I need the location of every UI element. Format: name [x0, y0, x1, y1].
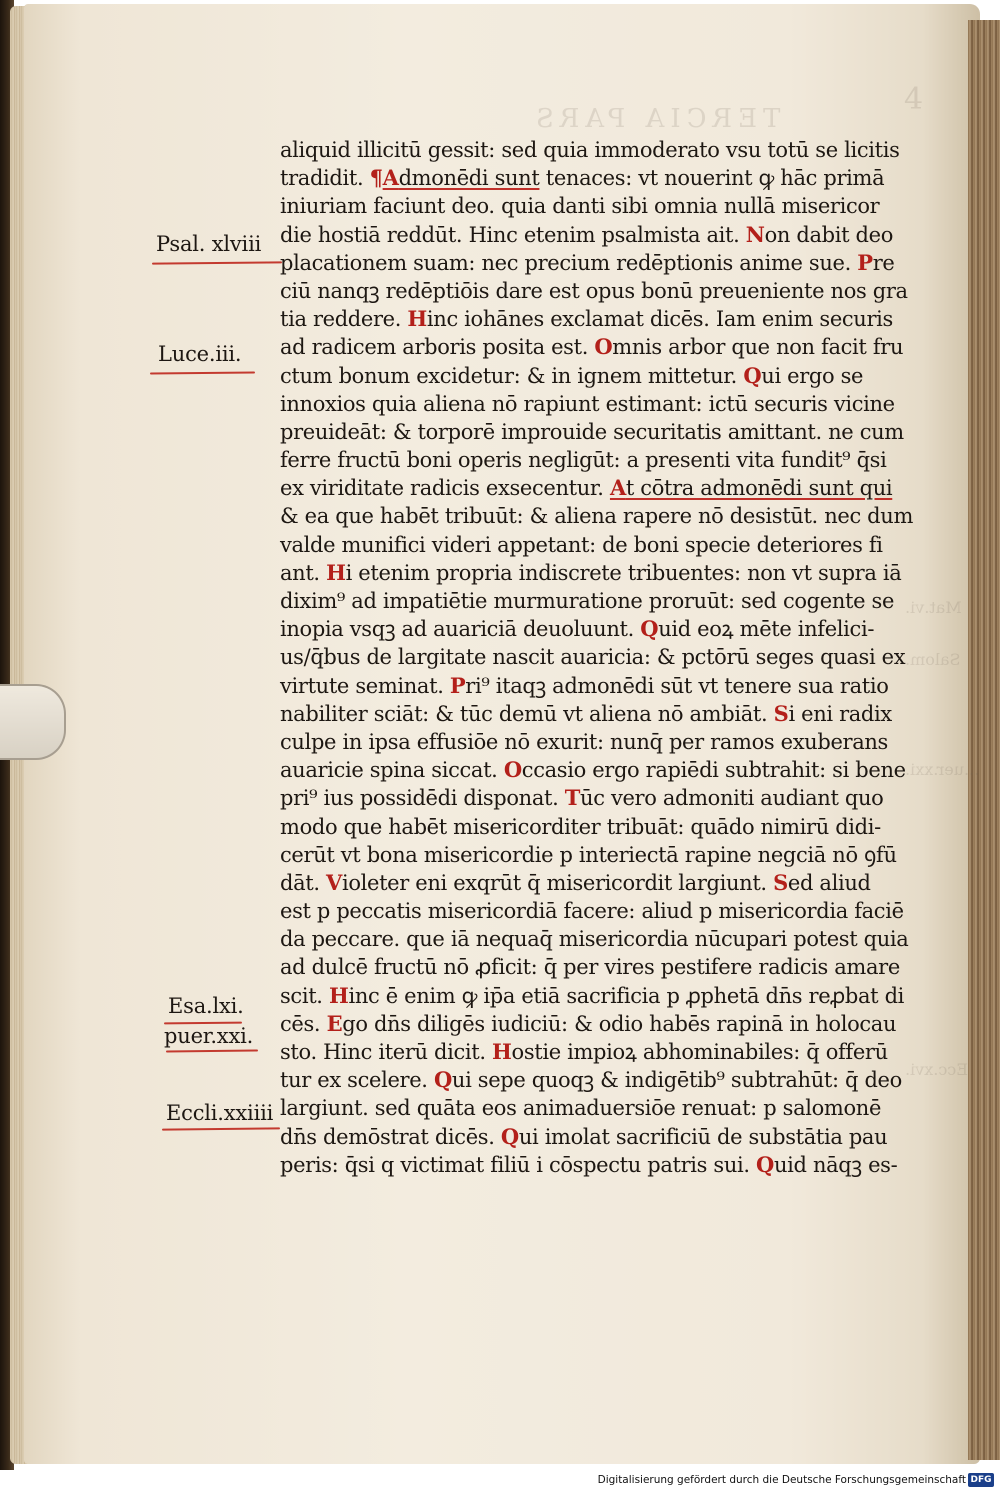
text-segment: cerūt vt bona misericordie p interiectā rapine negciā nō ꝯfū [280, 842, 897, 867]
text-segment: die hostiā reddūt. Hinc etenim psalmista ait. [280, 222, 746, 247]
show-through-folio: 4 [904, 82, 924, 117]
rubricated-initial: A [382, 165, 399, 191]
text-line [280, 362, 890, 390]
text-line [280, 1038, 890, 1066]
text-segment: re [872, 250, 895, 275]
rubricated-initial: H [492, 1039, 512, 1064]
text-line [280, 813, 890, 841]
text-segment: culpe in ipsa effusiōe nō exurit: nunq̄ per ramos exuberans [280, 729, 888, 754]
text-line [280, 925, 909, 953]
text-segment: ui sepe quoqꝫ & indigētib⁹ subtrahūt: q̄ deo [451, 1068, 902, 1093]
text-segment: virtute seminat. [280, 673, 450, 698]
text-segment: uid nāqꝫ es- [773, 1152, 898, 1177]
rubricated-initial: P [857, 249, 873, 275]
text-segment: modo que habēt misericorditer tribuāt: quādo nimirū didi- [280, 814, 881, 839]
rubricated-initial: H [326, 559, 346, 585]
text-segment: est p peccatis misericordiā facere: aliud p misericordia faciē [280, 899, 904, 924]
text-segment: ant. [280, 560, 327, 585]
text-segment: ri⁹ itaqꝫ admonēdi sūt vt tenere sua ratio [465, 673, 889, 698]
footer-bar [0, 1470, 1000, 1493]
margin-note-ecclesiasticus: Eccli.xxiiii [166, 1101, 274, 1125]
text-segment: ui imolat sacrificiū de substātia pau [518, 1124, 888, 1149]
text-segment: i etenim propria indiscrete tribuentes: non vt supra iā [345, 560, 902, 585]
rubricated-initial: H [407, 306, 427, 332]
rubricated-initial: Q [743, 362, 762, 388]
text-line [280, 869, 890, 897]
rubricated-initial: H [328, 982, 349, 1008]
page-edges-right [968, 20, 1000, 1460]
text-line [280, 1151, 898, 1179]
text-segment: i eni radix [788, 701, 892, 726]
text-segment: ūc vero admoniti audiant quo [580, 786, 884, 811]
text-line [280, 1010, 897, 1038]
text-segment: largiunt. sed quāta eos animaduersiōe renuat: p salomonē [280, 1096, 882, 1121]
text-line [280, 953, 900, 981]
rubricated-initial: V [326, 869, 342, 895]
text-line [280, 672, 890, 700]
text-line [280, 136, 900, 164]
text-line [280, 643, 906, 671]
margin-note-isaiah: Esa.lxi. [168, 994, 244, 1018]
rubricated-initial: O [594, 334, 613, 360]
text-line [280, 221, 894, 249]
rubricated-initial: E [326, 1010, 343, 1036]
text-segment: ad dulcē fructū nō ꝓficit: q̄ per vires pestifere radicis amare [280, 955, 900, 980]
text-segment: innoxios quia aliena nō rapiunt estimant: ictū securis vicine [280, 391, 895, 416]
text-line [280, 1066, 902, 1094]
text-segment: ccasio ergo rapiēdi subtrahit: si bene [521, 758, 906, 783]
text-line [280, 446, 890, 474]
margin-note-psalm: Psal. xlviii [156, 232, 262, 256]
text-line [280, 305, 893, 333]
text-line [280, 277, 908, 305]
bookmark-slip [0, 684, 66, 760]
text-line [280, 784, 890, 812]
rubricated-initial: A [609, 475, 626, 501]
text-line [280, 192, 890, 220]
text-segment: peris: q̄si q victimat filiū i cōspectu patris sui. [280, 1152, 757, 1177]
text-segment: go dn̄s diligēs iudiciū: & odio habēs rapinā in holocau [342, 1011, 897, 1036]
text-segment: tenaces: vt nouerint ꝙ hāc primā [539, 166, 885, 191]
text-segment: us/q̄bus de largitate nascit auaricia: & pctōrū seges quasi ex [280, 645, 906, 670]
text-segment: inc iohānes exclamat dicēs. Iam enim securis [426, 307, 893, 332]
text-line [280, 700, 890, 728]
text-line [280, 474, 893, 502]
text-segment: preuideāt: & torporē improuide securitatis amittant. ne cum [280, 419, 904, 444]
text-segment: on dabit deo [764, 222, 894, 247]
text-line [280, 728, 890, 756]
text-line [280, 249, 895, 277]
text-segment: tradidit. [280, 166, 370, 191]
dfg-logo: DFG [968, 1473, 994, 1487]
text-segment: t cōtra admonēdi sunt qui [625, 476, 893, 501]
text-segment: iniuriam faciunt deo. quia danti sibi omnia nullā misericor [280, 194, 880, 219]
text-segment: placationem suam: nec precium redēptionis anime sue. [280, 250, 858, 275]
text-line [280, 531, 890, 559]
rubricated-initial: T [564, 785, 581, 811]
rubricated-initial: P [449, 672, 466, 698]
text-segment: cēs. [280, 1011, 327, 1036]
text-segment: ed aliud [787, 870, 871, 895]
rubricated-initial: N [745, 221, 765, 247]
rubricated-initial: Q [433, 1067, 452, 1093]
text-line [280, 418, 904, 446]
funding-notice: Digitalisierung gefördert durch die Deutsche Forschungsgemeinschaft [597, 1474, 966, 1486]
text-segment: sto. Hinc iterū dicit. [280, 1040, 493, 1064]
text-line [280, 333, 904, 361]
text-segment: auaricie spina siccat. [280, 758, 504, 783]
main-text-block [280, 136, 914, 1179]
text-line [280, 982, 905, 1010]
text-line [280, 390, 895, 418]
show-through-running-header: TERCIA PARS [530, 104, 781, 134]
text-segment: pri⁹ ius possidēdi disponat. [280, 786, 565, 811]
text-segment: nabiliter sciāt: & tūc demū vt aliena nō ambiāt. [280, 701, 774, 726]
text-segment: tia reddere. [280, 307, 408, 332]
text-segment: ferre fructū boni operis negligūt: a presenti vita fundit⁹ q̄si [280, 448, 887, 473]
text-line [280, 1123, 890, 1151]
text-line [280, 587, 895, 615]
text-segment: valde munifici videri appetant: de boni specie deteriores fi [280, 532, 883, 557]
rubricated-initial: S [773, 869, 788, 895]
text-line [280, 841, 897, 869]
rubricated-initial: Q [640, 616, 659, 642]
text-segment: aliquid illicitū gessit: sed quia immoderato vsu totū se licitis [280, 138, 900, 162]
rubricated-initial: Q [756, 1151, 774, 1177]
text-line [280, 1094, 890, 1122]
text-line [280, 559, 902, 587]
text-segment: inc ē enim ꝙ ip̄a etiā sacrificia p ꝓphetā dn̄s reꝓbat di [348, 983, 905, 1008]
text-segment: & ea que habēt tribuūt: & aliena rapere nō desistūt. nec dum [280, 504, 914, 529]
text-segment: ciū nanqꝫ redēptiōis dare est opus bonū preueniente nos gra [280, 278, 908, 303]
text-segment: dmonēdi sunt [398, 166, 540, 191]
text-segment: dāt. [280, 870, 327, 895]
show-through-margin-note: Salom. [905, 650, 961, 669]
rubricated-initial: O [503, 757, 522, 783]
text-line [280, 756, 906, 784]
text-segment: ctum bonum excidetur: & in ignem mittetur. [280, 363, 744, 388]
text-segment: scit. [280, 983, 329, 1008]
show-through-margin-note: Mat.vi. [905, 598, 962, 617]
text-segment: tur ex scelere. [280, 1068, 434, 1093]
text-segment: ioleter eni exqrūt q̄ misericordit largiunt. [341, 870, 774, 895]
rubricated-initial: S [773, 700, 789, 726]
show-through-margin-note: Ecc.xvi. [905, 1060, 968, 1079]
margin-note-luke: Luce.iii. [158, 342, 242, 366]
rubricated-initial: ¶ [369, 165, 383, 191]
text-segment: ex viriditate radicis exsecentur. [280, 476, 610, 501]
margin-note-proverbs: puer.xxi. [164, 1024, 254, 1048]
show-through-margin-note: ...uer.xxi. [905, 760, 980, 779]
text-segment: ui ergo se [761, 363, 864, 388]
text-line [280, 164, 890, 192]
text-segment: mnis arbor que non facit fru [612, 335, 904, 360]
text-segment: dixim⁹ ad impatiētie murmuratione proruūt: sed cogente se [280, 589, 895, 613]
text-line [280, 897, 904, 925]
text-segment: da peccare. que iā nequaq̄ misericordia nūcupari potest quia [280, 927, 909, 952]
text-segment: ostie impioꝝ abhominabiles: q̄ offerū [511, 1040, 888, 1064]
text-line [280, 615, 890, 643]
text-segment: inopia vsqꝫ ad auariciā deuoluunt. [280, 617, 641, 642]
rubricated-initial: Q [500, 1123, 519, 1149]
text-segment: dn̄s demōstrat dicēs. [280, 1124, 501, 1149]
text-line [280, 502, 914, 530]
text-segment: uid eoꝝ mēte infelici- [658, 617, 875, 642]
text-segment: ad radicem arboris posita est. [280, 335, 595, 360]
